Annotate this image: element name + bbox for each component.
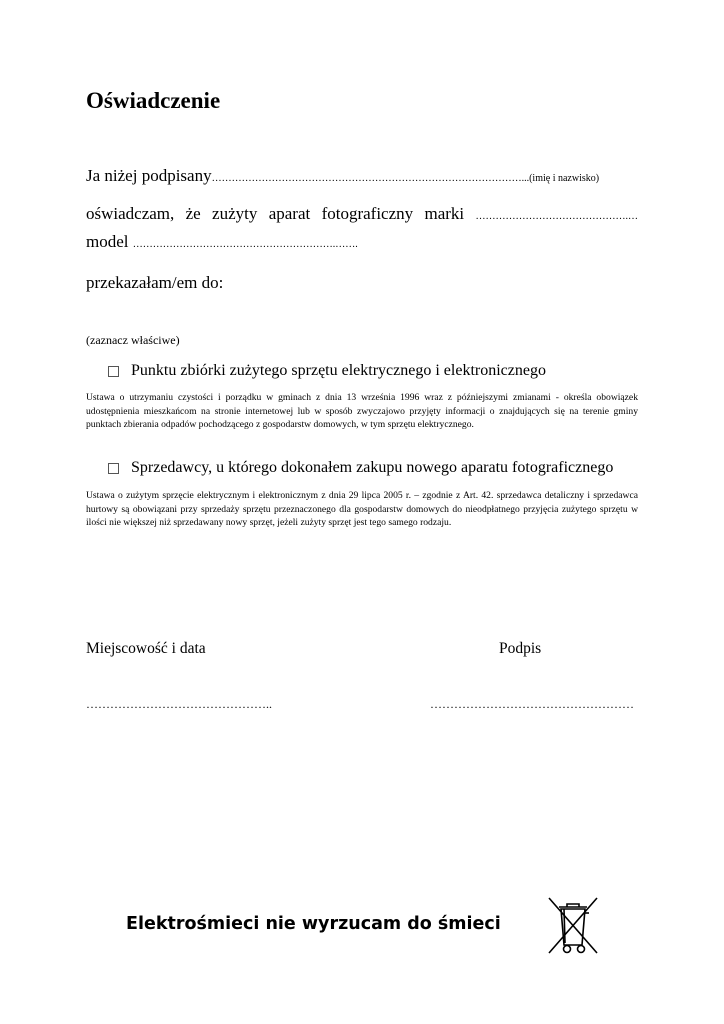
signer-label: Ja niżej podpisany xyxy=(86,166,212,185)
signer-hint: (imię i nazwisko) xyxy=(529,173,600,184)
place-date-label: Miejscowość i data xyxy=(86,640,206,657)
model-label: model xyxy=(86,232,129,251)
option-collection-point[interactable] xyxy=(108,362,546,380)
statement-text: oświadczam, że zużyty aparat fotograficzny marki xyxy=(86,204,465,223)
checkbox-icon[interactable] xyxy=(108,366,119,377)
instruction-note: (zaznacz właściwe) xyxy=(86,333,180,347)
statement-line xyxy=(86,204,638,224)
law-text-collection-point: Ustawa o utrzymaniu czystości i porządku w gminach z dnia 13 września 1996 wraz z późniejszymi zmianami - określa obowiązek udostępnienia mieszkańcom na stronie internetowej lub w sposób zwyczajowo przyjęty informacji o znajdujących się na terenie gminy punktach zbierania odpadów pochodzącego z gospodarstw domowych, w tym sprzętu elektrycznego. xyxy=(86,392,638,430)
brand-field[interactable]: ……………………………………….… xyxy=(475,211,639,222)
law-text-seller: Ustawa o zużytym sprzęcie elektrycznym i elektronicznym z dnia 29 lipca 2005 r. – zgodnie z Art. 42. sprzedawca detaliczny i sprzedawca hurtowy są obowiązani przy sprzedaży sprzętu przeznaczonego dla gospodarstw domowych do nieodpłatnego przyjęcia zużytego sprzętu w ilości nie większej niż sprzedawany nowy sprzęt, jeżeli zużyty sprzęt jest tego samego rodzaju. xyxy=(86,490,638,528)
model-line xyxy=(86,232,358,252)
model-field[interactable]: …………………………………………………….……. xyxy=(132,239,358,250)
option-label: Punktu zbiórki zużytego sprzętu elektrycznego i elektronicznego xyxy=(131,362,546,379)
document-title: Oświadczenie xyxy=(86,88,221,113)
place-date-field[interactable]: ……………………………………….. xyxy=(86,697,272,711)
signer-name-field[interactable]: …………………………………………………………………………………... xyxy=(211,173,530,184)
footer-slogan: Elektrośmieci nie wyrzucam do śmieci xyxy=(126,914,501,934)
handed-over-label: przekazałam/em do: xyxy=(86,273,224,292)
signature-field[interactable]: …………………………………………… xyxy=(430,697,634,711)
signer-line xyxy=(86,166,638,186)
checkbox-icon[interactable] xyxy=(108,463,119,474)
signature-label: Podpis xyxy=(499,640,542,657)
crossed-out-wheelie-bin-icon xyxy=(545,895,601,957)
option-seller[interactable] xyxy=(108,459,613,477)
option-label: Sprzedawcy, u którego dokonałem zakupu nowego aparatu fotograficznego xyxy=(131,459,614,476)
